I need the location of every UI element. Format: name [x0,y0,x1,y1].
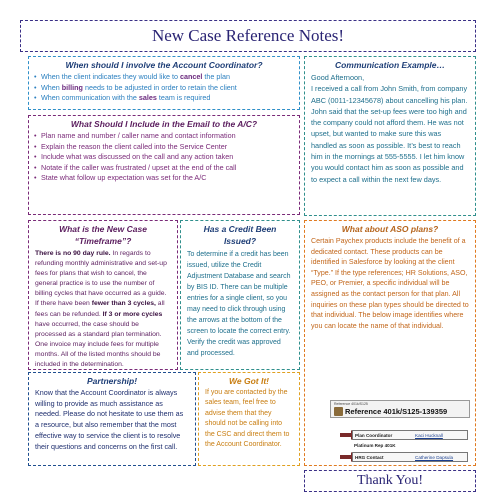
reference-header [330,400,470,418]
partnership-section [28,372,196,466]
partnership-title: Partnership! [86,376,138,386]
example-text: I received a call from John Smith, from company ABC (0011-12345678) about cancelling his plan. John said that the set-up fees were too high and the company could not afford them. He was not upset, but wanted to make sure this was handled as soon as possible. It’s best to reach him in the mornings at 555-5555. I let him know you would contact him as soon as possible and to expect a call within the next few days. [311,84,468,184]
involve-coordinator-section [28,56,300,110]
we-got-it-section [198,372,300,466]
email-item: • Explain the reason the client called into the Service Center [34,142,294,153]
reference-caption: Reference 401k/S125 [334,402,368,406]
email-item: • Include what was discussed on the call and any action taken [34,152,294,163]
platinum-rep-row: Platinum Rep 401K [354,443,396,448]
involve-item: • When billing needs to be adjusted in order to retain the client [34,83,294,94]
arrow-icon [340,433,352,437]
email-list [34,131,294,184]
timeframe-title: What is the New Case “Timeframe”? [59,224,147,246]
aso-title: What about ASO plans? [341,224,439,234]
thank-you-box [304,470,476,492]
reference-heading: Reference 401k/S125-139359 [345,407,448,416]
email-item: • State what follow up expectation was set for the A/C [34,173,294,184]
example-greeting: Good Afternoon, [311,73,365,82]
communication-example-body [311,72,469,185]
thank-you-text: Thank You! [356,473,424,488]
plan-coordinator-row: Plan Coordinator Kaci Hucknall [352,430,468,440]
communication-example-section [304,56,476,216]
timeframe-section [28,220,178,370]
partnership-body: Know that the Account Coordinator is always willing to provide as much assistance as needed. Please do not hesitate to use them as a resource, but also remember that the most effective way to service the client is to resolve their questions and concerns on the first call. [35,388,184,451]
record-icon [334,407,343,416]
communication-example-title: Communication Example… [334,60,446,70]
we-got-it-title: We Got It! [229,376,269,386]
header-banner [20,20,476,52]
aso-body: Certain Paychex products include the benefit of a dedicated contact. These products can be identified in Salesforce by looking at the client “Type.” If the type references; HR Solutions, ASO, PEO, or Premier, a specific individual will be assigned as the contact person for that plan. All inquiries on these plan types should be directed to that individual. The below image identifies where you can locate the name of that individual. [311,237,469,330]
arrow-icon [340,455,352,459]
involve-item: • When the client indicates they would like to cancel the plan [34,72,294,83]
credit-body: To determine if a credit has been issued, utilize the Credit Adjustment Database and search by BIS ID. There can be multiple entries for a single client, so you may need to click through using the arrows at the bottom of the screen to locate the correct entry. Verify the credit was approved and processed. [187,251,291,357]
credit-section [180,220,300,370]
email-item: • Plan name and number / caller name and contact information [34,131,294,142]
we-got-it-body: If you are contacted by the sales team, feel free to advise them that they should not be calling into the CSC and direct them to the Account Coordinator. [205,389,290,449]
credit-title: Has a Credit Been Issued? [203,224,277,246]
email-contents-section [28,115,300,215]
involve-list [34,72,294,104]
timeframe-body: There is no 90 day rule. In regards to refunding monthly administrative and set-up fees for plans that wish to cancel, the general practice is to use the number of billing cycles that have occurred as a guide. If there have been fewer than 3 cycles, all fees can be refunded. If 3 or more cycles have occurred, the case should be processed as a standard plan termination. One invoice may include fees for multiple months. All of the listed months should be included in the determination. [35,250,167,369]
email-title: What Should I Include in the Email to the A/C? [70,119,258,129]
hrg-contact-row: HRG Contact Catherine Dapsula [352,452,468,462]
salesforce-reference-image [330,400,470,464]
page-title: New Case Reference Notes! [151,26,345,45]
email-item: • Notate if the caller was frustrated / upset at the end of the call [34,163,294,174]
involve-title: When should I involve the Account Coordinator? [65,60,263,70]
involve-item: • When communication with the sales team is required [34,93,294,104]
